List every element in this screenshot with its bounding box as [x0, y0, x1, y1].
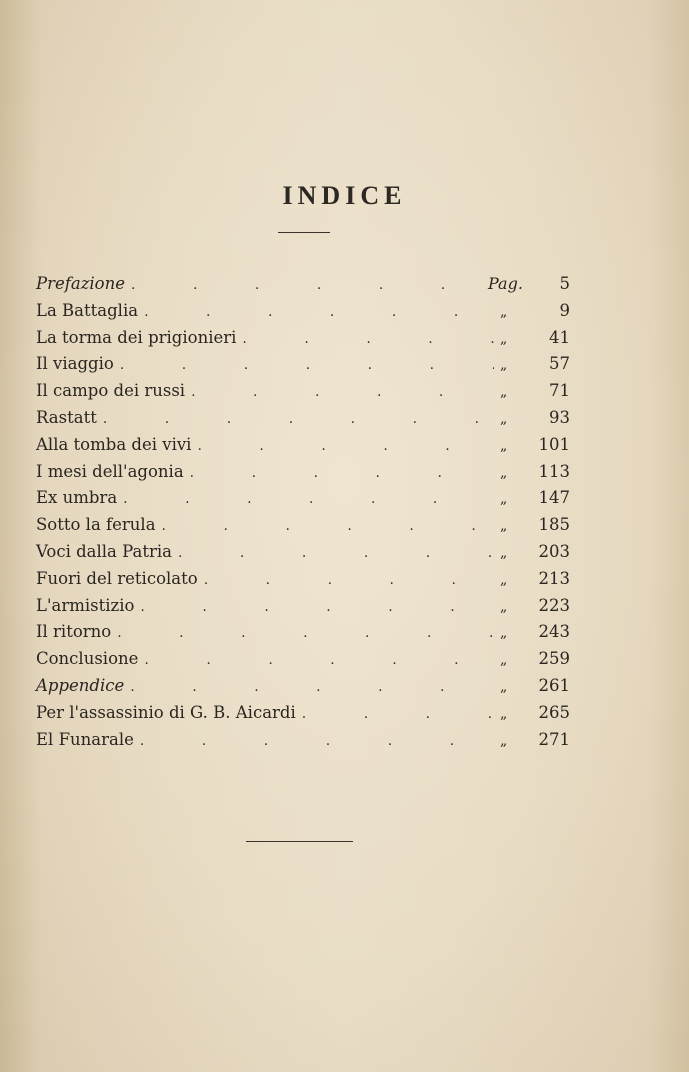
toc-entry-title: Il campo dei russi [36, 381, 186, 401]
toc-entry-title: Il ritorno [36, 622, 112, 642]
toc-entry-page-prefix: Pag. [488, 274, 523, 293]
toc-entry-page-number: 265 [538, 702, 570, 722]
toc-entry [36, 435, 570, 462]
page-title: INDICE [282, 181, 407, 210]
dot-leader [103, 408, 494, 427]
toc-entry-page-prefix: „ [500, 330, 508, 347]
dot-leader [144, 301, 494, 320]
toc-entry-page-number: 57 [549, 354, 570, 374]
toc-entry-page-prefix: „ [500, 464, 508, 481]
toc-entry-title: Appendice [36, 675, 125, 695]
dot-leader [204, 569, 494, 588]
toc-entry-page-number: 259 [538, 649, 570, 669]
toc-entry [36, 515, 570, 542]
toc-entry-page-prefix: „ [500, 732, 508, 749]
toc-entry-page-number: 93 [549, 407, 570, 427]
toc-entry-page-number: 101 [538, 434, 570, 454]
toc-entry-title: Il viaggio [36, 354, 114, 374]
toc-entry-title: Ex umbra [36, 488, 118, 508]
toc-entry-title: Conclusione [36, 649, 139, 669]
toc-entry-page-prefix: „ [500, 625, 508, 642]
toc-entry-page-prefix: „ [500, 357, 508, 374]
toc-entry [36, 542, 570, 569]
toc-entry-page-number: 223 [538, 595, 570, 615]
toc-entry-page-number: 261 [538, 675, 570, 695]
toc-entry [36, 622, 570, 649]
dot-leader [162, 515, 494, 534]
toc-entry-page-number: 71 [549, 381, 570, 401]
toc-entry [36, 462, 570, 489]
toc-entry-page-prefix: „ [500, 410, 508, 427]
toc-entry-page-prefix: „ [500, 598, 508, 615]
toc-entry-page-prefix: „ [500, 544, 508, 561]
toc-entry-page-number: 5 [559, 274, 570, 293]
toc-entry [36, 354, 570, 381]
toc-entry-title: Prefazione [36, 274, 125, 293]
dot-leader [117, 622, 494, 641]
toc-entry-page-number: 9 [559, 300, 570, 320]
toc-entry-page-prefix: „ [500, 571, 508, 588]
toc-entry-page-number: 41 [549, 327, 570, 347]
toc-entry-page-number: 185 [538, 515, 570, 535]
toc-entry [36, 408, 570, 435]
toc-entry-page-number: 147 [538, 488, 570, 508]
toc-entry-page-number: 213 [538, 568, 570, 588]
toc-entry-page-prefix: „ [500, 678, 508, 695]
toc-entry-title: I mesi dell'agonia [36, 461, 184, 481]
toc-entry-title: Alla tomba dei vivi [36, 434, 192, 454]
toc-entry-page-number: 203 [538, 541, 570, 561]
toc-entry [36, 328, 570, 355]
dot-leader [144, 649, 494, 668]
toc-entry [36, 649, 570, 676]
dot-leader [242, 328, 494, 347]
toc-entry-title: Voci dalla Patria [36, 541, 172, 561]
dot-leader [178, 542, 494, 561]
toc-entry-page-prefix: „ [500, 652, 508, 669]
table-of-contents [36, 274, 570, 756]
dot-leader [302, 703, 494, 722]
dot-leader [131, 274, 482, 293]
toc-entry [36, 703, 570, 730]
dot-leader [140, 730, 494, 749]
dot-leader [130, 676, 494, 695]
title-divider [278, 232, 330, 233]
toc-entry-title: La Battaglia [36, 300, 139, 320]
toc-entry [36, 301, 570, 328]
toc-entry-title: L'armistizio [36, 595, 135, 615]
toc-entry [36, 730, 570, 757]
toc-entry-page-number: 243 [538, 622, 570, 642]
toc-entry-title: Sotto la ferula [36, 515, 156, 535]
dot-leader [190, 462, 494, 481]
dot-leader [140, 596, 494, 615]
toc-entry-page-prefix: „ [500, 384, 508, 401]
toc-entry-page-prefix: „ [500, 437, 508, 454]
closing-divider [246, 841, 353, 842]
toc-entry-title: Fuori del reticolato [36, 568, 198, 588]
toc-entry-title: Rastatt [36, 407, 97, 427]
toc-entry-page-prefix: „ [500, 518, 508, 535]
toc-entry-title: Per l'assassinio di G. B. Aicardi [36, 702, 296, 722]
toc-entry [36, 676, 570, 703]
toc-entry [36, 274, 570, 301]
toc-entry-page-number: 113 [538, 461, 570, 481]
toc-entry-page-prefix: „ [500, 303, 508, 320]
toc-entry-title: La torma dei prigionieri [36, 327, 237, 347]
toc-entry [36, 488, 570, 515]
toc-entry-page-prefix: „ [500, 491, 508, 508]
toc-entry-title: El Funarale [36, 729, 134, 749]
toc-entry [36, 381, 570, 408]
toc-entry [36, 569, 570, 596]
dot-leader [120, 354, 494, 373]
toc-entry [36, 596, 570, 623]
dot-leader [123, 488, 494, 507]
dot-leader [197, 435, 494, 454]
dot-leader [191, 381, 494, 400]
toc-entry-page-prefix: „ [500, 705, 508, 722]
toc-entry-page-number: 271 [538, 729, 570, 749]
